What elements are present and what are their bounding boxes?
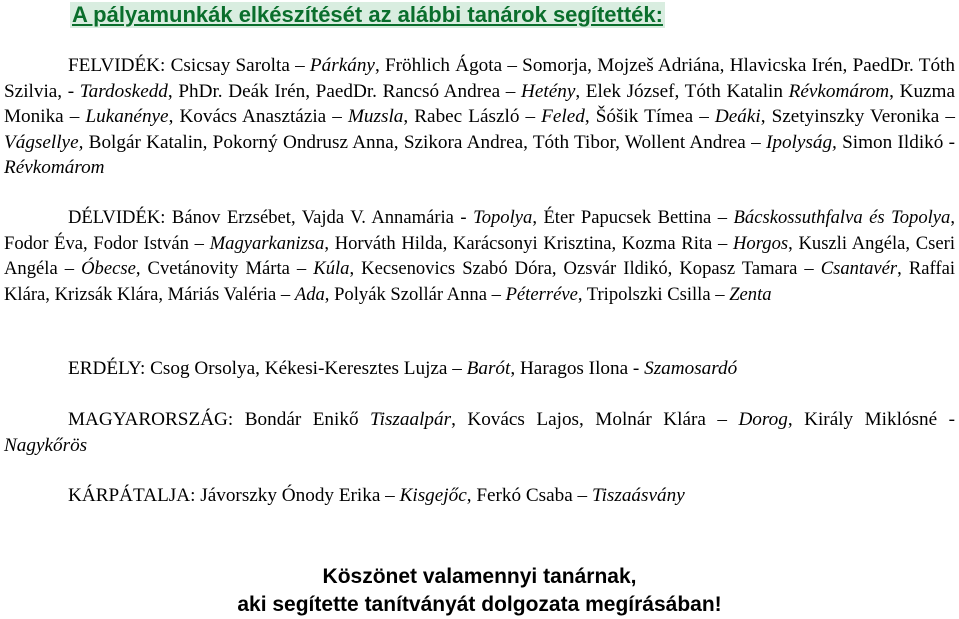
teacher-names: , Cvetánovity Márta – [135,258,314,280]
region-felvidek [4,53,955,181]
region-magyarorszag [4,407,955,458]
place-name: Vágsellye, [4,131,84,153]
place-name: Zenta [729,283,772,305]
place-name: Topolya [473,207,533,228]
region-label: ERDÉLY: [68,358,151,379]
teacher-names: Bánov Erzsébet, Vajda V. Annamária - [171,207,474,228]
place-name: Hetény [521,80,576,102]
teacher-names: , Kuzma Monika – [4,80,955,128]
place-name: Horgos [733,232,789,254]
teacher-names: Jávorszky Ónody Erika – [200,485,400,506]
place-name: Párkány [309,55,375,76]
teacher-names: , Ferkó Csaba – [466,485,592,506]
place-name: Kisgejőc [399,485,467,506]
teacher-names: , Raffai Klára, Krizsák Klára, Máriás Valéria – [4,258,955,305]
region-label: FELVIDÉK: [68,55,171,76]
teacher-names: , Rabec László – [403,106,542,128]
place-name: Nagykőrös [4,434,88,456]
teacher-names: , Tripolszki Csilla – [577,283,730,305]
place-name: Magyarkanizsa [209,232,325,254]
place-name: Dorog [738,409,788,430]
teacher-names: , PhDr. Deák Irén, PaedDr. Rancsó Andrea – [167,80,521,102]
place-name: Szamosardó [644,358,738,379]
place-name: Tiszaásvány [591,485,685,506]
place-name: Tardoskedd [79,80,168,102]
teacher-names: , Király Miklósné - [787,409,955,430]
teacher-names: , Kovács Lajos, Molnár Klára – [451,409,739,430]
place-name: Révkomárom [4,157,105,179]
place-name: Kúla [313,258,350,280]
teacher-names: , Szetyinszky Veronika – [760,106,955,128]
teacher-names: , Éter Papucsek Bettina – [532,207,734,228]
teacher-names: Bolgár Katalin, Pokorný Ondrusz Anna, Szikora Andrea, Tóth Tibor, Wollent Andrea – [83,131,766,153]
place-name: Bácskossuthfalva és Topolya [733,207,951,228]
teacher-names: Csog Orsolya, Kékesi-Keresztes Lujza – [150,358,467,379]
place-name: Csantavér [820,258,898,280]
teacher-names: , Kecsenovics Szabó Dóra, Ozsvár Ildikó, Kopasz Tamara – [349,258,821,280]
place-name: Péterréve [505,283,578,305]
teacher-names: , Šóšik Tímea – [584,106,715,128]
region-erdely [4,356,955,382]
place-name: Muzsla [347,106,404,128]
place-name: Barót [466,358,511,379]
teacher-names: , Fröhlich Ágota – Somorja, Mojzeš Adriána, Hlavicska Irén, PaedDr. Tóth Szilvia, - [4,55,955,102]
closing-line-2: aki segítette tanítványát dolgozata megírásában! [237,593,722,616]
region-label: DÉLVIDÉK: [68,207,172,228]
teacher-names: , Haragos Ilona - [510,358,645,379]
page-title: A pályamunkák elkészítését az alábbi tanárok segítették: [72,2,663,27]
closing-line-1: Köszönet valamennyi tanárnak, [322,565,637,588]
place-name: Révkomárom [788,80,890,102]
place-name: Deáki [714,106,761,128]
teacher-names: , Kovács Anasztázia – [168,106,348,128]
place-name: Lukanénye [85,106,169,128]
teacher-names: Bondár Enikő [244,409,371,430]
teacher-names: , Elek József, Tóth Katalin [575,80,789,102]
place-name: Ada [294,283,325,305]
teacher-names: Simon Ildikó - [836,131,955,153]
place-name: Tiszaalpár [370,409,452,430]
place-name: Feled [541,106,585,128]
teacher-names: Csicsay Sarolta – [170,55,310,76]
place-name: Ipolyság, [765,131,837,153]
region-delvidek [4,205,955,307]
region-label: MAGYARORSZÁG: [68,409,245,430]
teacher-names: , Kuszli Angéla, Cseri Angéla – [4,232,955,280]
teacher-names: , Polyák Szollár Anna – [324,283,506,305]
region-karpatalja [4,483,955,509]
region-label: KÁRPÁTALJA: [68,485,201,506]
teacher-names: , Horváth Hilda, Karácsonyi Krisztina, Kozma Rita – [324,232,733,254]
teacher-names: , Fodor Éva, Fodor István – [4,207,955,254]
place-name: Óbecse [81,258,136,280]
